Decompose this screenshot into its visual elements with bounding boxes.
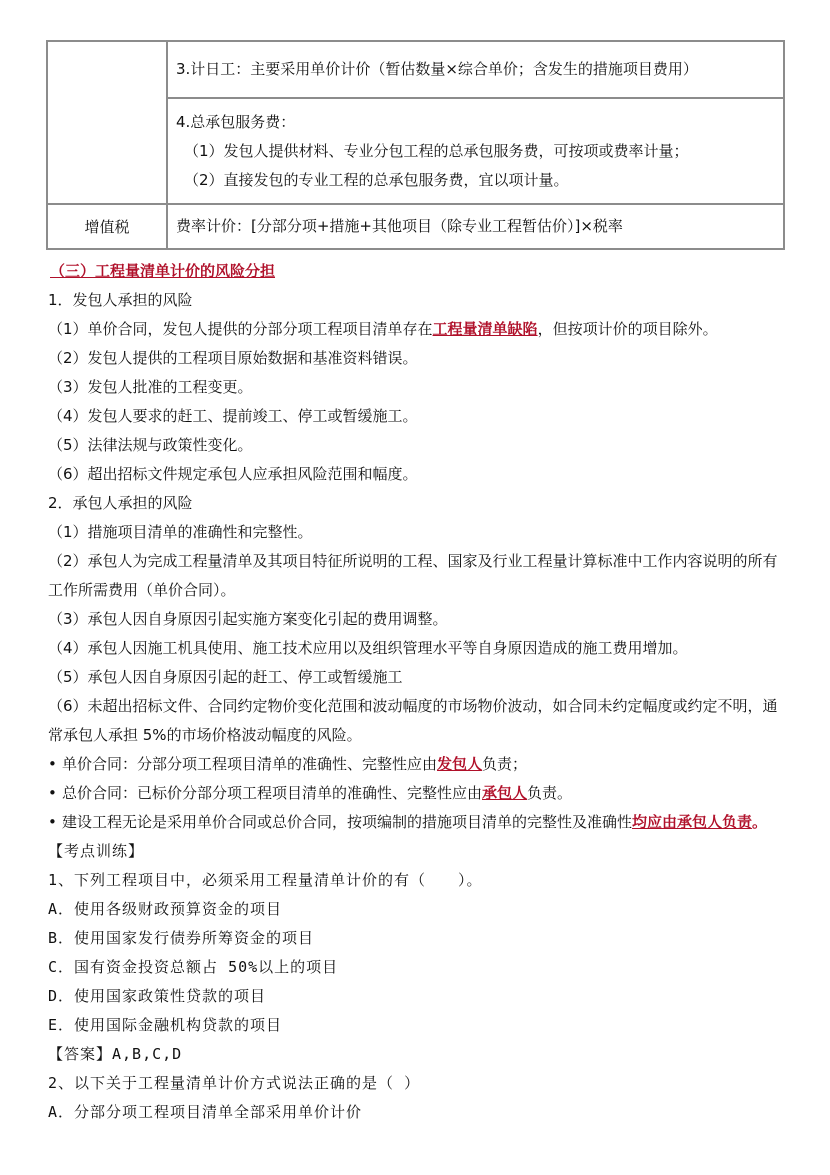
list-item: （5）法律法规与政策性变化。: [48, 436, 253, 454]
contractor-risk-title: 2．承包人承担的风险: [48, 494, 193, 512]
service-fee-line: （1）发包人提供材料、专业分包工程的总承包服务费，可按项或费率计量；: [184, 141, 689, 160]
text-segment: 负责；: [482, 755, 528, 773]
option-d: D．使用国家政策性贷款的项目: [48, 987, 267, 1005]
option-a: A．使用各级财政预算资金的项目: [48, 900, 283, 918]
vat-label: 增值税: [47, 204, 167, 249]
emphasis-text: 发包人: [437, 755, 483, 773]
vat-text: 费率计价：[分部分项+措施+其他项目（除专业工程暂估价）]×税率: [176, 217, 623, 236]
owner-risk-title: 1．发包人承担的风险: [48, 291, 193, 309]
bullet-item: [48, 779, 788, 808]
list-item: （6）超出招标文件规定承包人应承担风险范围和幅度。: [48, 465, 418, 483]
question-2: 2、以下关于工程量清单计价方式说法正确的是（ ）: [48, 1074, 421, 1092]
list-item: （5）承包人因自身原因引起的赶工、停工或暂缓施工: [48, 668, 403, 686]
list-item: （2）承包人为完成工程量清单及其项目特征所说明的工程、国家及行业工程量计算标准中工作内容说明的所有工作所需费用（单价合同）。: [48, 552, 778, 599]
section-heading: （三）工程量清单计价的风险分担: [50, 262, 276, 280]
list-item: （6）未超出招标文件、合同约定物价变化范围和波动幅度的市场物价波动，如合同未约定幅度或约定不明，通常承包人承担 5%的市场价格波动幅度的风险。: [48, 697, 778, 744]
table-cell: [167, 98, 784, 204]
document-body: [48, 257, 788, 1127]
option-a: A．分部分项工程项目清单全部采用单价计价: [48, 1103, 363, 1121]
list-item: （4）承包人因施工机具使用、施工技术应用以及组织管理水平等自身原因造成的施工费用增加。: [48, 639, 688, 657]
question-1: 1、下列工程项目中，必须采用工程量清单计价的有（ ）。: [48, 871, 483, 889]
answer-text: 【答案】A,B,C,D: [48, 1045, 183, 1063]
bullet-icon: •: [48, 784, 57, 802]
list-item: （1）措施项目清单的准确性和完整性。: [48, 523, 313, 541]
option-c: C．国有资金投资总额占 50%以上的项目: [48, 958, 339, 976]
text-segment: 建设工程无论是采用单价合同或总价合同，按项编制的措施项目清单的完整性及准确性: [62, 813, 633, 831]
text-segment: 。: [752, 813, 768, 831]
emphasis-text: 承包人: [482, 784, 528, 802]
text-segment: （1）单价合同，发包人提供的分部分项工程项目清单存在: [48, 320, 433, 338]
option-b: B．使用国家发行债券所筹资金的项目: [48, 929, 315, 947]
list-item: （3）发包人批准的工程变更。: [48, 378, 253, 396]
text-segment: 总价合同：已标价分部分项工程项目清单的准确性、完整性应由: [62, 784, 483, 802]
quiz-title: 【考点训练】: [48, 842, 145, 860]
list-item: [48, 315, 788, 344]
bullet-icon: •: [48, 813, 57, 831]
cost-table: [46, 40, 785, 250]
list-item: （3）承包人因自身原因引起实施方案变化引起的费用调整。: [48, 610, 448, 628]
text-segment: 负责。: [527, 784, 573, 802]
service-fee-title: 4.总承包服务费：: [176, 112, 296, 131]
text-segment: 单价合同：分部分项工程项目清单的准确性、完整性应由: [62, 755, 438, 773]
table-row: [47, 41, 784, 98]
list-item: （2）发包人提供的工程项目原始数据和基准资料错误。: [48, 349, 418, 367]
table-cell: [167, 41, 784, 98]
table-cell: [167, 204, 784, 249]
service-fee-line: （2）直接发包的专业工程的总承包服务费，宜以项计量。: [184, 170, 569, 189]
option-e: E．使用国际金融机构贷款的项目: [48, 1016, 283, 1034]
bullet-item: [48, 808, 788, 837]
table-row: [47, 204, 784, 249]
table-label-cell: [47, 41, 167, 204]
emphasis-text: 工程量清单缺陷: [432, 320, 538, 338]
bullet-icon: •: [48, 755, 57, 773]
emphasis-text: 均应由承包人负责: [632, 813, 753, 831]
text-segment: ，但按项计价的项目除外。: [537, 320, 718, 338]
list-item: （4）发包人要求的赶工、提前竣工、停工或暂缓施工。: [48, 407, 418, 425]
bullet-item: [48, 750, 788, 779]
dayworks-text: 3.计日工：主要采用单价计价（暂估数量×综合单价；含发生的措施项目费用）: [176, 60, 698, 79]
